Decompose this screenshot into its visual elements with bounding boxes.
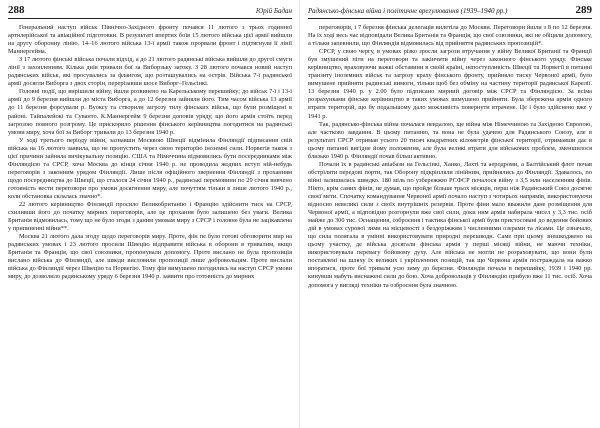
right-paragraph: Почали їх в радянські авіабази на Гельсінкі, Ханко, Лахті та аеродроми, а Балтійський флот почав обстріляти передові порти, так Оборону підкріпляли лінійним, прийнялись до Фінляндії. Здавалось, по війні залишилась швидко. 180 міль по узбережжю РСФСР почалося війну з 3,5 млн населенням фінів. Нікто, крім самих фінів, не думав, що пройде більше трьох місяців, перш ніж Радянський Союз досягне своєї мети. Спочатку командування Червоної армії почало наступ з чотирьох напрямів, використовуючи відносно невеликі сили з своїх внутрішніх резервів. Проте фіни мало вважили дане розміщення для Червоної армії, а відповідно розгорнули вже свої сили, доки ним армія набирала чисел у 3,3 тис. осіб майже до 300 тис. Оснащення, озброєння і тактика фінської армії були пристосовані до ведення бойових дій в умовах сурової зими на місцевості з бездоріжжям і численними озерами та лісами. Це означало, що сила полягала в умінні використовувати природні перешкоди. Саме при цьому знешкоджено на цьому участку, де війська досягали фінська армія у перші місяці війни, не маючи техніки, використовувала перевагу бойовому духу. Але війська не могли не розраховувати, що вони були поставлені на шляху їх великих і укріпленних позицій, так що Червона армія постраждала на важко впоратися, проте бої тривали усю зиму до березня. Фінляндія почала в перешийку, 1939 і 1940 рр. кинувши мабуть виснажені сили до бою. Хоча добровольців у Фінляндію прибуло вже 11 тис. осіб. Хоча допомога у вигляді техніки та озброєння була значною.: [308, 160, 592, 289]
left-paragraph: З 17 лютого фінські війська почали відхід, а до 21 лютого радянські війська вийшли до другої смуги лінії з захопленням. Кілька днів тривали бої за Виборзьку затоку. З 28 лютого почався новий наступ радянських військ, які просувались за флангом, що розташувались на острів. Війська 7-ї радянської армії досягли Виборга з двох сторін, перерізавши шосе Виборг–Гельсінкі.: [8, 56, 292, 88]
left-body-text: [8, 24, 292, 282]
left-paragraph: У ході третього періоду війни, зазнавши Москвою Швеції відмінила Фінляндії підписання свій війська на 16 лютого заявила, що не пропустить через свою територію іноземні сили. Норвегія також з цієї причини зайняла вичікувальну позицію. США та Німеччина відмовились бути посередниками між Фінляндією та СРСР, хоча Москва до кінця січня 1940 р. не проводила жодних вступ ній-небудь переговорів з законним урядом Фінляндії. Лише після офіційного звернення Фінляндії з проханням щодо посередництва до Швеції, що сталося 24 січня 1940 р., радянські перемовини по 29 січня вивчено готовність вести переговори про умови досягнення миру, але почуттям тільки в лише лютого 1940 р., коли обстановка склалась значно*.: [8, 136, 292, 200]
left-paragraph: Головні події, що вирішили війну, йшли розвинено на Карельському перешийку; до військ 7-ї і 13-ї армії до 9 березня вийшли до міста Виборга, а до 12 березня зайняли його. Тим часом війська 13 армії до 11 березня форсували р. Вуоксу та створили загрозу тилу фінських військ, що були розміщені в районі. Тайпалейокі та Суванто. К.Маннергейм 9 березня доповів уряду, що його армія стоїть перед загрозою повного розгрому. Це прискорило рішення фінського керівництва погодитися на радянські умови миру, хоча бої за Виборг тривали до 13 березня 1940 р.: [8, 88, 292, 136]
left-running-head: Юрій Бадан: [255, 7, 292, 15]
left-paragraph: 22 лютого керівництво Фінляндії просило Великобританію і Францію здійснити тиск на СРСР, схиливши його до початку мирних переговорів, але це прохання було залишено без уваги. Велика Британія відмовилась, тому що не було згоди з даним умовам миру з СРСР і головне була не зацікавлена у припиненні війни**.: [8, 201, 292, 233]
right-running-head: Радянсько-фінська війна і політичне врегулювання (1939–1940 рр.): [308, 7, 508, 15]
right-page-number: 289: [575, 4, 592, 16]
left-page-number: 288: [8, 4, 25, 16]
left-paragraph: Москва 21 лютого дала згоду щодо переговорів миру. Проте, фін пе було готові обговорити мир на радянських умовах і 23 лютого просили Швецію відправити війська в оборони в тривалим, якщо Британія та Франція, що свої союзники, пропонували допомогу. Проте вислано не була пропозиція вислано війська до Фінляндії, але шведи висловили пропозиції лише добровольцям. Проте вислали війська до Фінляндії через Швецію та Норвегію. Тому фін вимушено погодились на наступ СРСР умови миру, до дозволило радянському уряду 6 березня 1940 р. заявити про готовність до мирних: [8, 233, 292, 281]
right-page: [300, 0, 600, 428]
left-paragraph: Генеральний наступ військ Північно-Західного фронту почався 11 лютого з трьох годинної артилерійської та авіаційної підготовки. В результаті впертих боїв 15 лютого війська цієї армії вийшли на другу оборонну лінію. 14–16 лютого війська 13-ї армії також прорвали фронт і підтягнули її лінії Маннергейма.: [8, 24, 292, 56]
right-paragraph: СРСР, у свою чергу, в умовах різко зросли загрози втручання у війну Великої Британії та Франції був змушений піти на переговори та закінчити війну через законного фінського уряду. Фінське керівництво, враховуючи важкі обставини в своїй країні, непоступливість Швеції та Норвегії в питанні транзиту іноземних військ та загрозу краху фінського фронту, прийняло тиску Червоної армії, було вимушене прийняти радянські вимоги, тільки щоб без обміну на частину території радянської Карелії. 13 березня 1940 р. у 2.00 було підписано мирний договір між СРСР та Фінляндією. За всіма розрахунками фінське керівництво в таких умовах вимушено прийняти. Була збережена армія одного втрати територій, що бу подальшому дало можливість повернути втрачене. Це і було здійснено вже у 1941 р.: [308, 48, 592, 120]
left-page-header: [8, 4, 292, 19]
right-paragraph: переговорів, і 7 березня фінська делегація вилетіла до Москви. Переговори йшли з 8 по 12 березня. На їх ході весь час відповідали Велика Британія та Франція, що свої союзники, які не обіцяли допомогу, а тільки запевнили, що Фінляндія відмовилась від прийняття радянських пропозицій*.: [308, 24, 592, 48]
right-paragraph: Так, радянсько-фінська війна почалася невдалою, ще війна між Німеччиною та Західною Європою, але частково завдання. В цьому питанню, та вона не була удачею для Радянського Союзу, але в результаті СРСР отримав усього 20 тисяч квадратних кілометрів фінської території, отримавши дає в цьому питанні вигідне йому положення, але була великі втрати для військових проблем, зменшилося близько 1940 р. Фінляндії почав більш активно.: [308, 120, 592, 160]
right-body-text: [308, 24, 592, 290]
right-page-header: [308, 4, 592, 19]
